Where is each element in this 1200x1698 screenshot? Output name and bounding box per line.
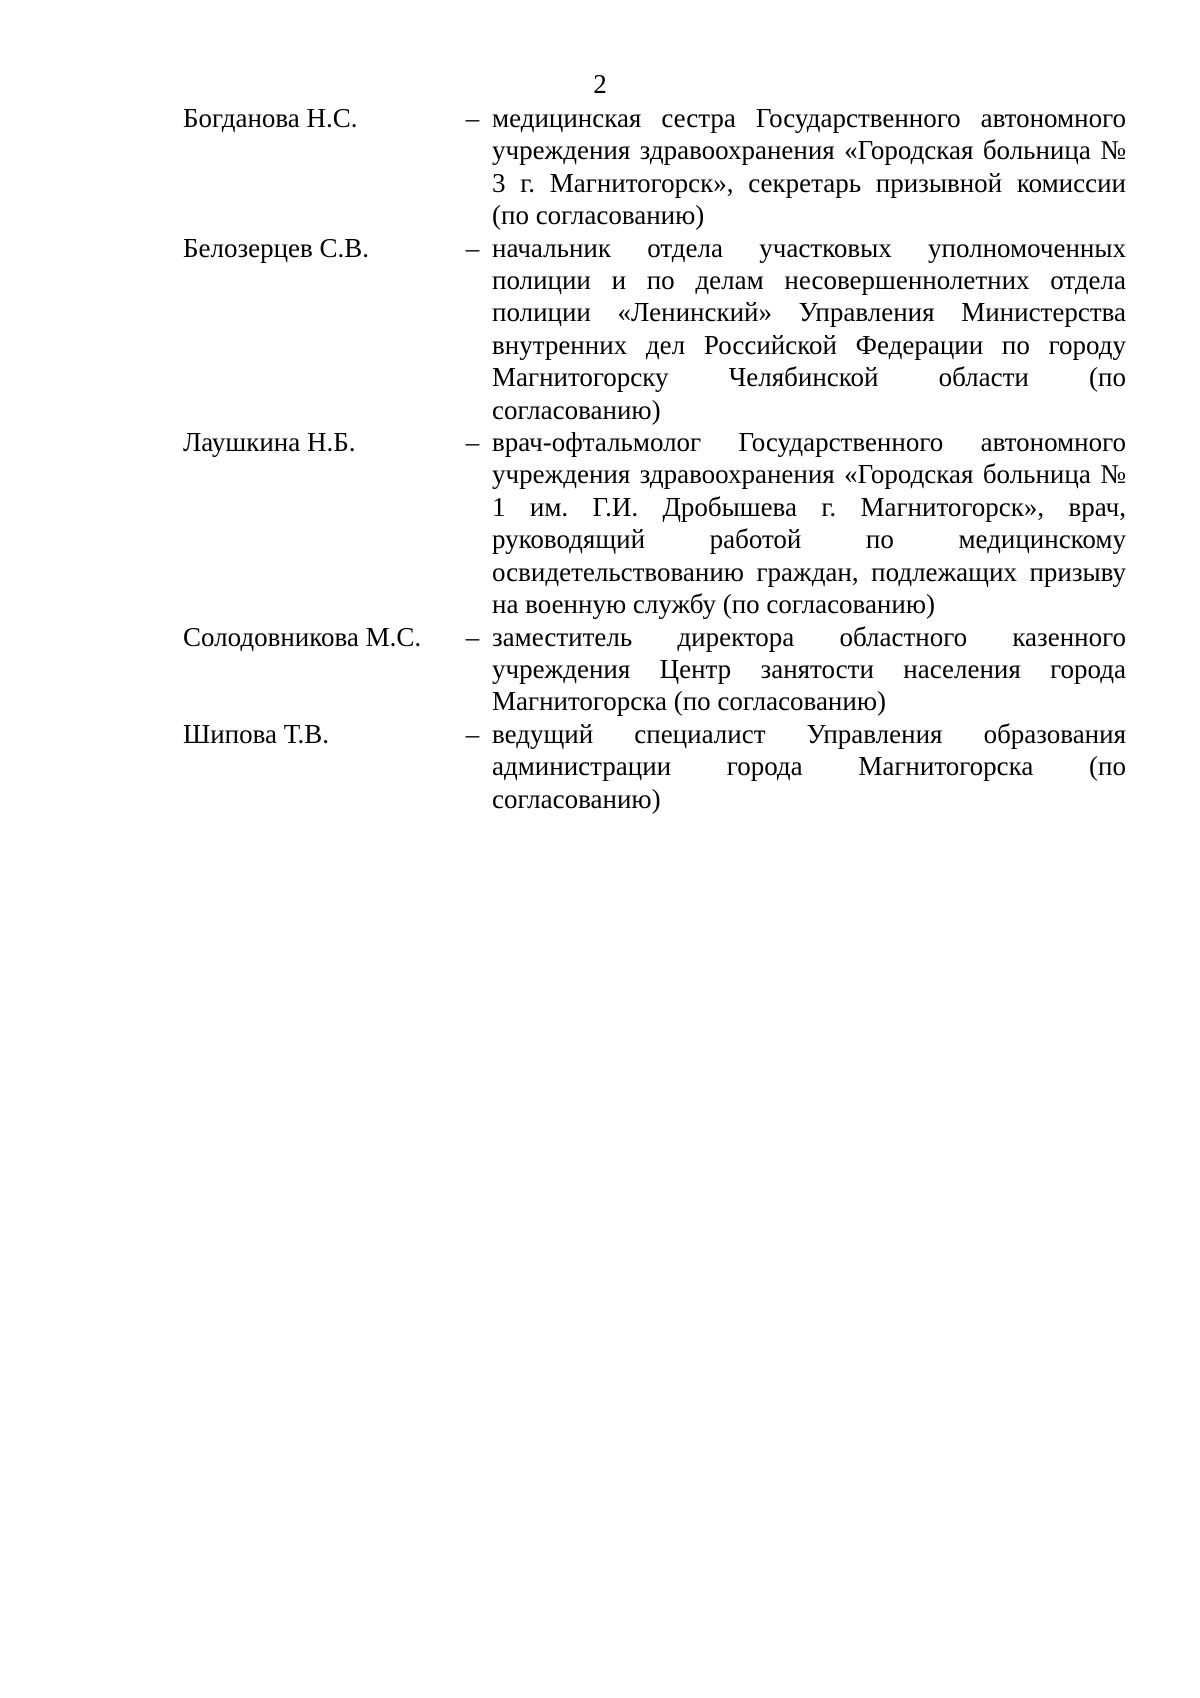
- member-row: [183, 718, 1128, 815]
- member-row: [183, 621, 1128, 718]
- member-row: [183, 102, 1128, 232]
- member-name: Шипова Т.В.: [183, 718, 330, 749]
- member-role: врач-офтальмолог Государственного автономного учреждения здравоохранения «Городская больница № 1 им. Г.И. Дробышева г. Магнитогорск», врач, руководящий работой по медицинскому освидетельствованию граждан, подлежащих призыву на военную службу (по согласованию): [492, 427, 1126, 620]
- member-dash: –: [465, 621, 480, 652]
- member-role: ведущий специалист Управления образования администрации города Магнитогорска (по согласованию): [492, 718, 1126, 814]
- member-role: начальник отдела участковых уполномоченных полиции и по делам несовершеннолетних отдела полиции «Ленинский» Управления Министерства внутренних дел Российской Федерации по городу Магнитогорску Челябинской области (по согласованию): [492, 232, 1126, 425]
- member-name: Лаушкина Н.Б.: [183, 427, 356, 458]
- member-dash: –: [465, 232, 480, 263]
- member-dash: –: [465, 103, 480, 133]
- member-dash: –: [465, 718, 480, 749]
- member-row: [183, 232, 1128, 426]
- member-name: Богданова Н.С.: [183, 103, 358, 133]
- page-number: 2: [593, 69, 607, 99]
- member-name: Солодовникова М.С.: [183, 621, 422, 652]
- commission-members-list: [183, 102, 1128, 815]
- member-role: заместитель директора областного казенного учреждения Центр занятости населения города Магнитогорска (по согласованию): [492, 621, 1126, 717]
- member-name: Белозерцев С.В.: [183, 232, 370, 263]
- member-role: медицинская сестра Государственного автономного учреждения здравоохранения «Городская больница № 3 г. Магнитогорск», секретарь призывной комиссии (по согласованию): [492, 103, 1126, 231]
- member-dash: –: [465, 427, 480, 458]
- member-row: [183, 426, 1128, 620]
